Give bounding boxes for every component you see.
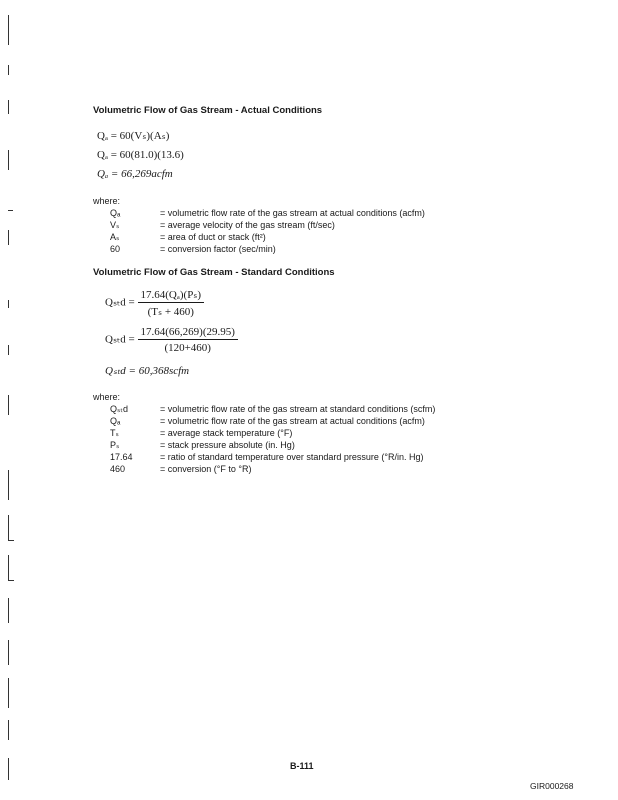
equation-fraction (138, 288, 205, 318)
document-id: GIR000268 (530, 781, 574, 791)
definition-text: = stack pressure absolute (in. Hg) (160, 440, 295, 450)
definition-text: = volumetric flow rate of the gas stream at actual conditions (acfm) (160, 208, 425, 218)
definition-symbol: Qₐ (110, 208, 121, 218)
section-heading-actual: Volumetric Flow of Gas Stream - Actual Conditions (93, 105, 323, 116)
definition-text: = average velocity of the gas stream (ft/sec) (160, 220, 335, 230)
definition-symbol: Tₛ (110, 428, 119, 438)
definition-text: = conversion factor (sec/min) (160, 244, 276, 254)
equation-actual-2: Qₐ = 60(81.0)(13.6) (97, 149, 184, 161)
equation-denominator: (120+460) (164, 342, 211, 354)
definition-symbol: Qₐ (110, 416, 121, 426)
definition-symbol: Vₛ (110, 220, 120, 230)
equation-actual-1: Qₐ = 60(Vₛ)(Aₛ) (97, 130, 170, 142)
definition-symbol: 17.64 (110, 452, 133, 462)
definition-text: = conversion (°F to °R) (160, 464, 252, 474)
equation-standard-2 (105, 326, 238, 354)
where-label: where: (93, 196, 121, 206)
equation-numerator: 17.64(Qₐ)(Pₛ) (138, 288, 205, 303)
definition-text: = average stack temperature (°F) (160, 428, 293, 438)
definition-text: = volumetric flow rate of the gas stream at standard conditions (scfm) (160, 404, 436, 414)
definition-symbol: 460 (110, 464, 126, 474)
definition-symbol: Aₛ (110, 232, 120, 242)
equation-numerator: 17.64(66,269)(29.95) (138, 326, 238, 340)
equation-lhs: Qₛₜd = (105, 333, 135, 346)
definition-symbol: 60 (110, 244, 121, 254)
where-label: where: (93, 392, 121, 402)
definition-symbol: Qₛₜd (110, 404, 129, 414)
definition-text: = area of duct or stack (ft²) (160, 232, 266, 242)
equation-actual-3: Qₐ = 66,269acfm (97, 168, 173, 180)
definition-text: = volumetric flow rate of the gas stream at actual conditions (acfm) (160, 416, 425, 426)
definition-symbol: Pₛ (110, 440, 120, 450)
equation-fraction (138, 326, 238, 354)
equation-lhs: Qₛₜd = (105, 296, 135, 309)
equation-standard-1 (105, 288, 204, 318)
equation-denominator: (Tₛ + 460) (147, 306, 194, 318)
definition-text: = ratio of standard temperature over standard pressure (°R/in. Hg) (160, 452, 424, 462)
page-number: B-111 (290, 761, 314, 771)
section-heading-standard: Volumetric Flow of Gas Stream - Standard Conditions (93, 267, 335, 278)
equation-standard-3: Qₛₜd = 60,368scfm (105, 365, 190, 377)
